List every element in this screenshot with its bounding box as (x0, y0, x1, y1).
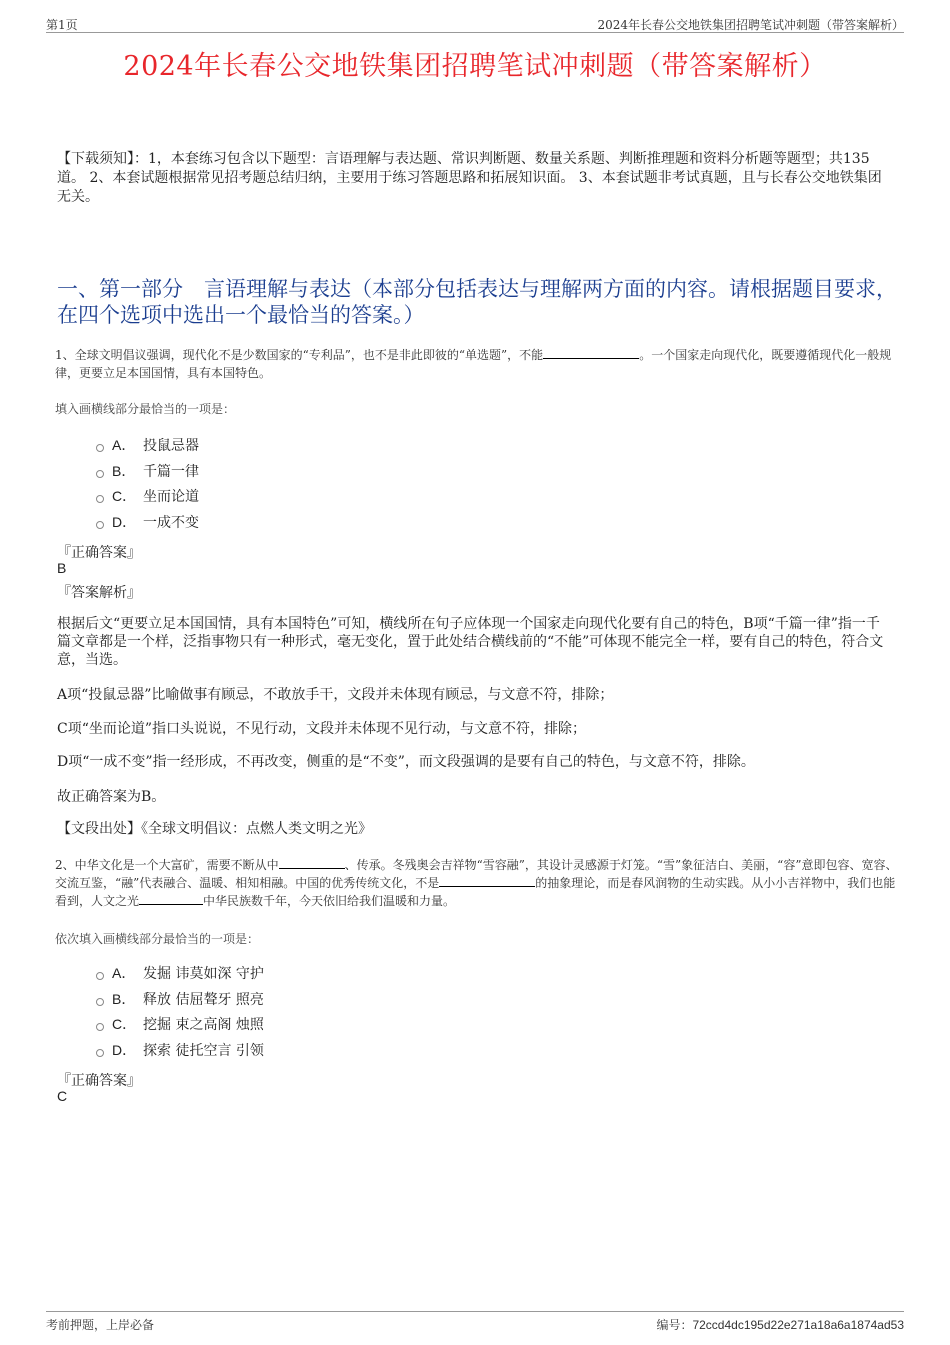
answer-blank (139, 892, 203, 905)
document-title: 2024年长春公交地铁集团招聘笔试冲刺题（带答案解析） (123, 51, 827, 82)
answer-label: 『正确答案』 (57, 545, 141, 561)
text-source: 【文段出处】《全球文明倡议：点燃人类文明之光》 (57, 821, 372, 837)
radio-icon[interactable] (96, 495, 104, 503)
header-doc-title: 2024年长春公交地铁集团招聘笔试冲刺题（带答案解析） (597, 18, 904, 32)
analysis-conclusion: 故正确答案为B。 (57, 789, 166, 805)
page-footer (46, 1311, 904, 1334)
document-code: 编号：72ccd4dc195d22e271a18a6a1874ad53 (656, 1318, 904, 1332)
question-1-prompt: 填入画横线部分最恰当的一项是： (55, 402, 236, 416)
footer-slogan: 考前押题，上岸必备 (46, 1318, 155, 1332)
option-c[interactable]: C． 挖掘 束之高阁 烛照 (96, 1011, 264, 1037)
answer-blank (439, 874, 535, 887)
radio-icon[interactable] (96, 998, 104, 1006)
question-2-options (96, 960, 264, 1063)
option-d[interactable]: D． 一成不变 (96, 509, 199, 535)
question-2-text: 2、中华文化是一个大富矿，需要不断从中 、传承。冬残奥会吉祥物“雪容融”，其设计灵感源于灯笼。“雪”象征洁白、美丽，“容”意即包容、宽容、交流互鉴，“融”代表融合、温暖、相知相融。中国的优秀传统文化，不是 的抽象理论，而是春风润物的生动实践。从小小吉祥物中，我们也能看到，人文之光 中华民族数千年，今天依旧给我们温暖和力量。 (55, 858, 898, 908)
page-number: 第1页 (46, 18, 78, 32)
option-b[interactable]: B． 释放 佶屈聱牙 照亮 (96, 986, 264, 1012)
option-b[interactable]: B． 千篇一律 (96, 458, 199, 484)
radio-icon[interactable] (96, 521, 104, 529)
answer-value: B (57, 560, 67, 576)
option-d[interactable]: D． 探索 徒托空言 引领 (96, 1037, 264, 1063)
option-a[interactable]: A． 发掘 讳莫如深 守护 (96, 960, 264, 986)
analysis-paragraph: 根据后文“更要立足本国国情，具有本国特色”可知，横线所在句子应体现一个国家走向现代化要有自己的特色，B项“千篇一律”指一千篇文章都是一个样，泛指事物只有一种形式，毫无变化，置于此处结合横线前的“不能”可体现不能完全一样，要有自己的特色，符合文意，当选。 (57, 616, 884, 668)
question-1-text: 1、全球文明倡议强调，现代化不是少数国家的“专利品”，也不是非此即彼的“单选题”，不能 。一个国家走向现代化，既要遵循现代化一般规律，更要立足本国国情，具有本国特色。 (55, 348, 892, 380)
radio-icon[interactable] (96, 1023, 104, 1031)
analysis-paragraph: A项“投鼠忌器”比喻做事有顾忌，不敢放手干，文段并未体现有顾忌，与文意不符，排除； (57, 687, 614, 703)
question-1-options (96, 432, 199, 535)
analysis-paragraph: C项“坐而论道”指口头说说，不见行动，文段并未体现不见行动，与文意不符，排除； (57, 721, 587, 737)
section-heading: 一、第一部分 言语理解与表达（本部分包括表达与理解两方面的内容。请根据题目要求，在四个选项中选出一个最恰当的答案。） (57, 277, 897, 327)
radio-icon[interactable] (96, 972, 104, 980)
page-header (46, 14, 904, 33)
analysis-label: 『答案解析』 (57, 585, 141, 601)
radio-icon[interactable] (96, 470, 104, 478)
download-notice: 【下载须知】：1，本套练习包含以下题型：言语理解与表达题、常识判断题、数量关系题、判断推理题和资料分析题等题型；共135道。 2、本套试题根据常见招考题总结归纳，主要用于练习答题思路和拓展知识面。 3、本套试题非考试真题，且与长春公交地铁集团无关。 (57, 151, 882, 205)
answer-blank (543, 346, 639, 359)
radio-icon[interactable] (96, 1049, 104, 1057)
answer-value: C (57, 1088, 68, 1104)
analysis-paragraph: D项“一成不变”指一经形成，不再改变，侧重的是“不变”，而文段强调的是要有自己的特色，与文意不符，排除。 (57, 754, 755, 770)
radio-icon[interactable] (96, 444, 104, 452)
option-c[interactable]: C． 坐而论道 (96, 483, 199, 509)
answer-blank (279, 856, 345, 869)
option-a[interactable]: A． 投鼠忌器 (96, 432, 199, 458)
question-2-prompt: 依次填入画横线部分最恰当的一项是： (55, 932, 260, 946)
answer-label: 『正确答案』 (57, 1073, 141, 1089)
